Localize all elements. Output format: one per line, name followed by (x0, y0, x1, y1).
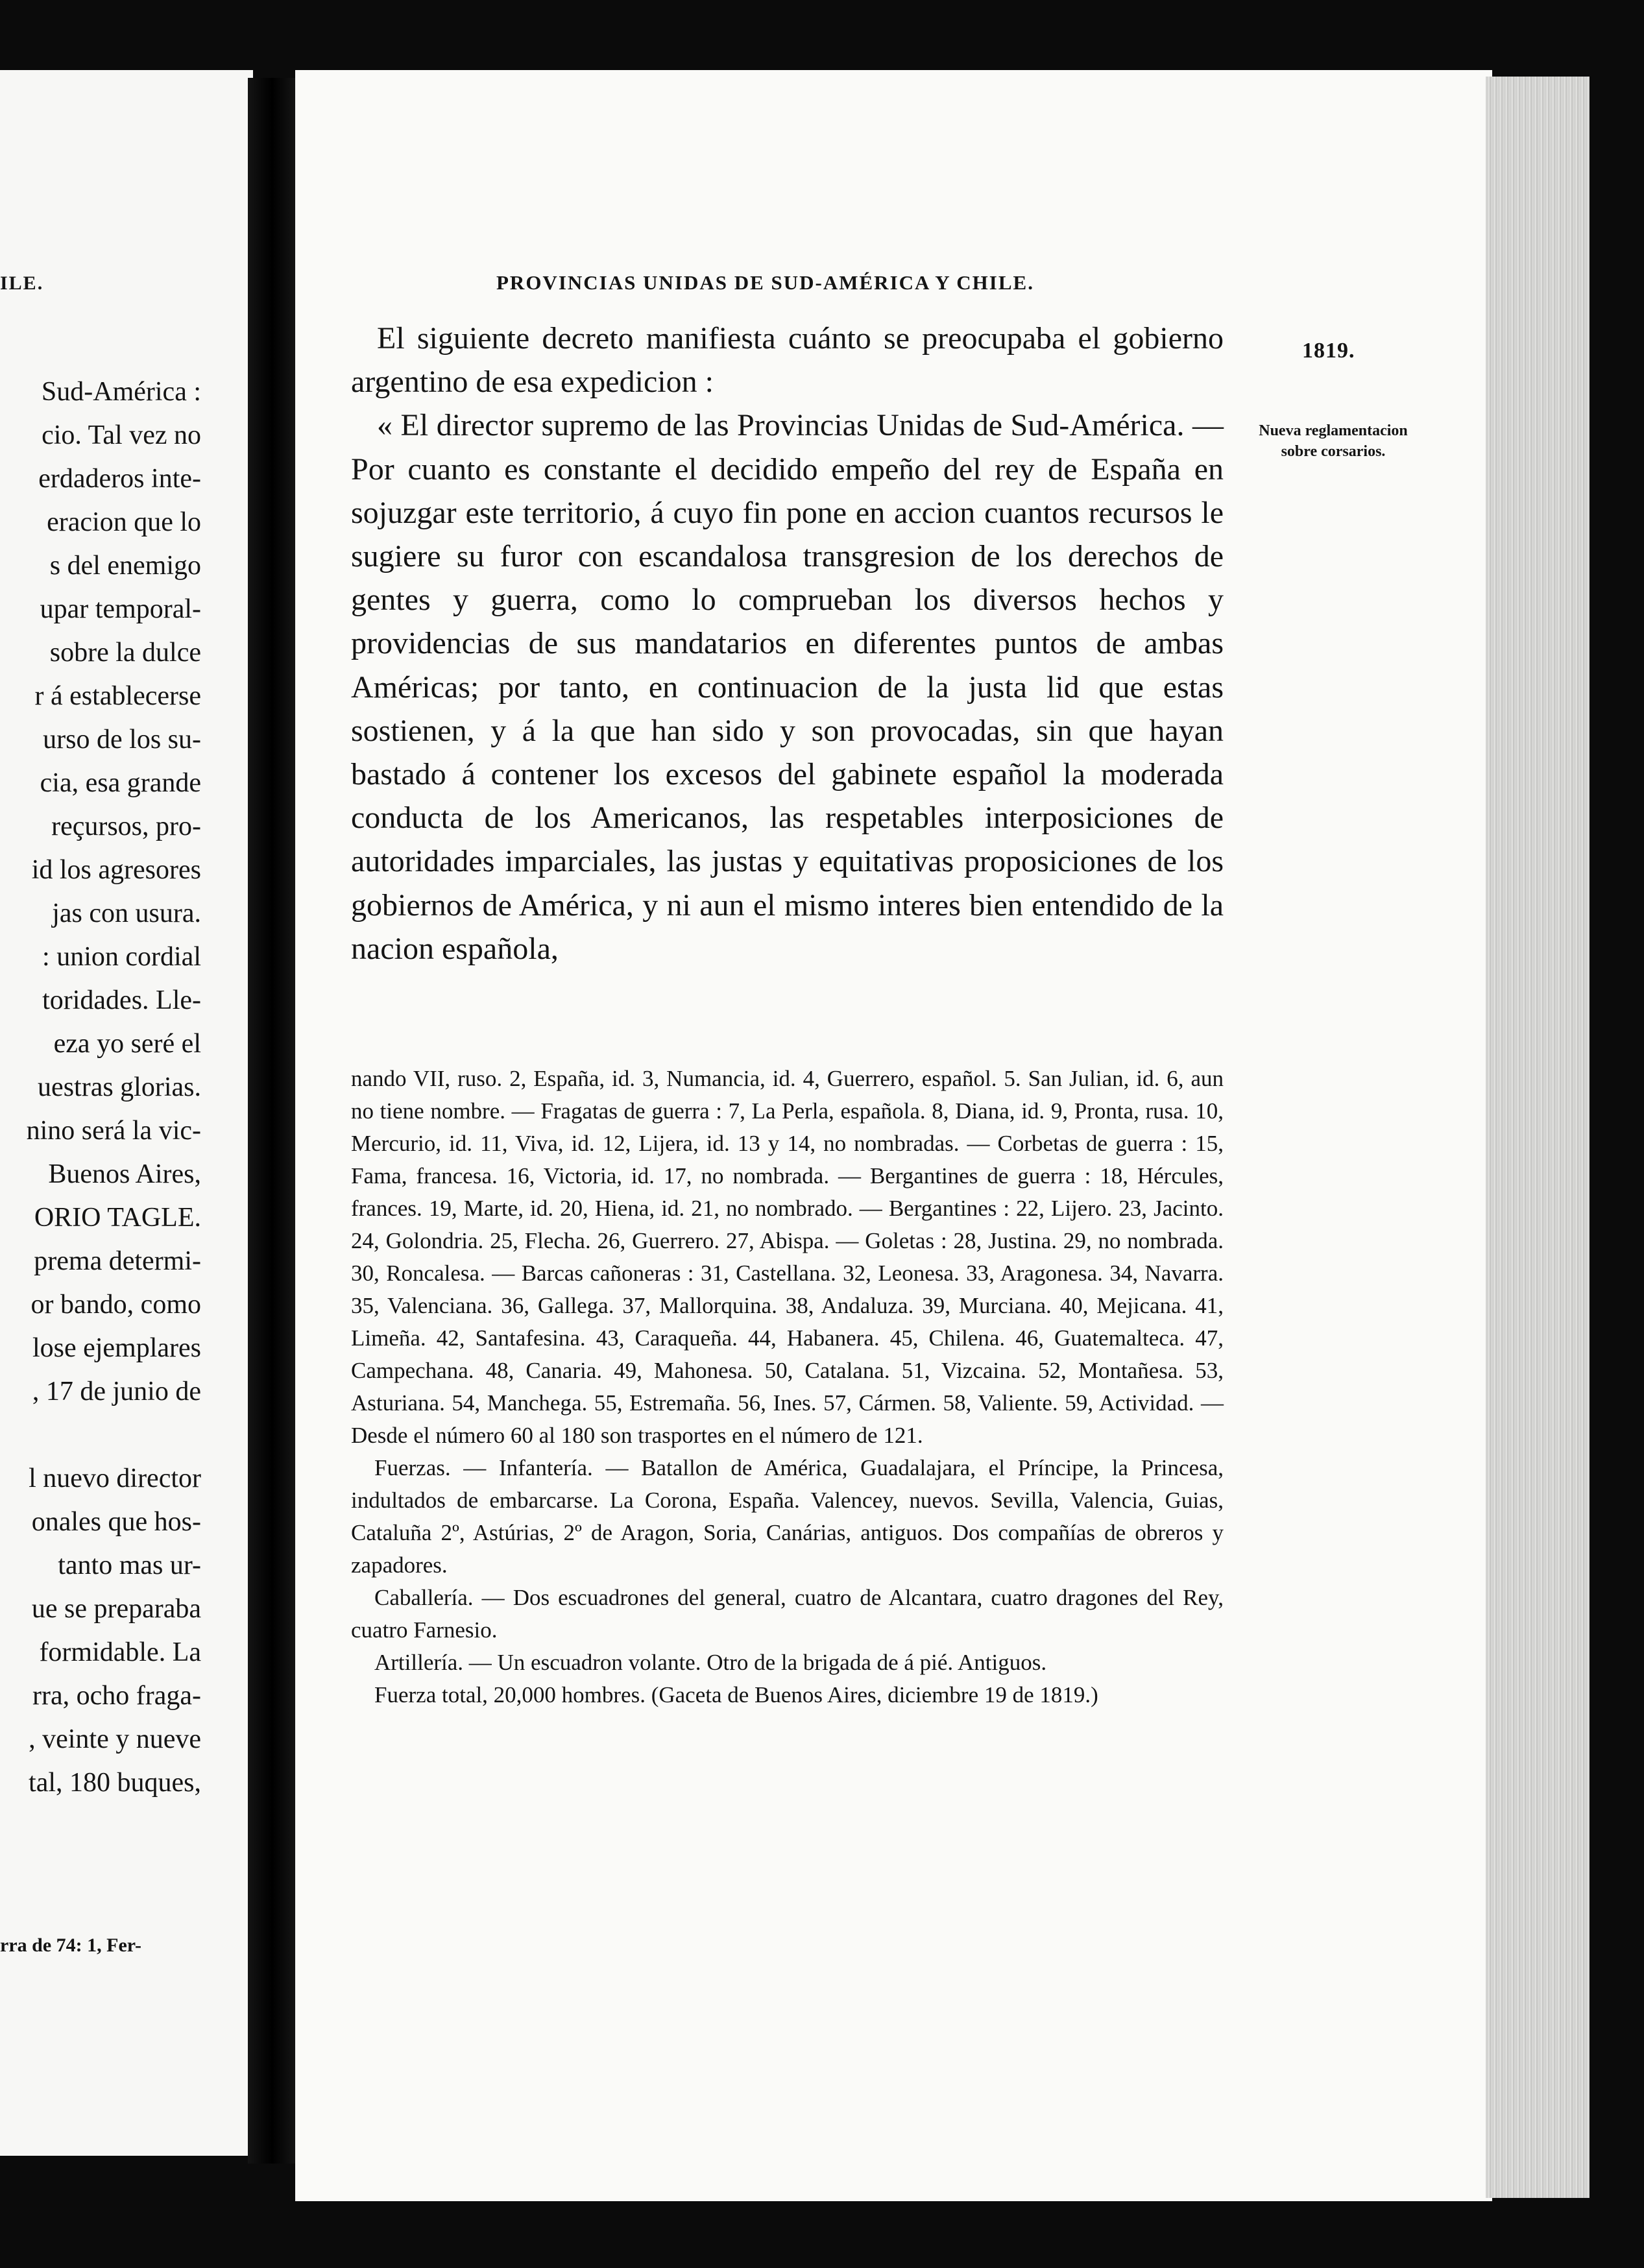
previous-page-line: lose ejemplares (32, 1333, 201, 1363)
running-head-title: PROVINCIAS UNIDAS DE SUD-AMÉRICA Y CHILE. (496, 271, 1034, 294)
previous-page-line: upar temporal- (40, 594, 201, 624)
book-gutter (248, 78, 296, 2164)
book-page (295, 70, 1492, 2201)
previous-page-line: urso de los su- (43, 725, 201, 754)
previous-page-line: id los agresores (31, 855, 201, 885)
previous-page-text (0, 370, 201, 1805)
previous-page-line: jas con usura. (52, 899, 201, 928)
running-head (496, 271, 1528, 295)
previous-page-line: ORIO TAGLE. (34, 1203, 201, 1233)
previous-page-line: prema determi- (34, 1246, 201, 1276)
margin-year: 1819. (1302, 339, 1355, 363)
previous-page-line: formidable. La (39, 1637, 201, 1667)
previous-page-line: r á establecerse (34, 681, 201, 711)
previous-page-line: ue se preparaba (31, 1594, 201, 1624)
previous-page-line: rra, ocho fraga- (32, 1681, 201, 1711)
previous-page-line: toridades. Lle- (42, 985, 201, 1015)
previous-page-line: sobre la dulce (49, 638, 201, 668)
previous-page-line: , 17 de junio de (32, 1377, 201, 1406)
previous-page-line: cia, esa grande (40, 768, 201, 798)
paragraph: « El director supremo de las Provincias Unidas de Sud-América. — Por cuanto es constante el decidido empeño del rey de España en sojuzgar este territorio, á cuyo fin pone en accion cuantos recursos le sugiere su furor con escandalosa transgresion de los derechos de gentes y guerra, como lo comprueban los diversos hechos y providencias de sus mandatarios en diferentes puntos de ambas Américas; por tanto, en continuacion de la justa lid que estas sostienen, y á la que han sido y son provocadas, sin que hayan bastado á contener los excesos del gabinete español la moderada conducta de los Americanos, las respetables interposiciones de autoridades imparciales, las justas y equitativas proposiciones de los gobiernos de América, y ni aun el mismo interes bien entendido de la nacion española, (351, 408, 1224, 966)
previous-page-line: l nuevo director (29, 1464, 201, 1493)
footnote-paragraph: nando VII, ruso. 2, España, id. 3, Numancia, id. 4, Guerrero, español. 5. San Julian, id. 6, aun no tiene nombre. — Fragatas de guerra : 7, La Perla, española. 8, Diana, id. 9, Pronta, rusa. 10, Mercurio, id. 11, Viva, id. 12, Lijera, id. 13 y 14, no nombradas. — Corbetas de guerra : 15, Fama, francesa. 16, Victoria, id. 17, no nombrada. — Bergantines de guerra : 18, Hércules, frances. 19, Marte, id. 20, Hiena, id. 21, no nombrado. — Bergantines : 22, Lijero. 23, Jacinto. 24, Golondria. 25, Flecha. 26, Guerrero. 27, Abispa. — Goletas : 28, Justina. 29, no nombrada. 30, Roncalesa. — Barcas cañoneras : 31, Castellana. 32, Leonesa. 33, Aragonesa. 34, Navarra. 35, Valenciana. 36, Gallega. 37, Mallorquina. 38, Andaluza. 39, Murciana. 40, Mejicana. 41, Limeña. 42, Santafesina. 43, Caraqueña. 44, Habanera. 45, Chilena. 46, Guatemalteca. 47, Campechana. 48, Canaria. 49, Mahonesa. 50, Catalana. 51, Vizcaina. 52, Montañesa. 53, Asturiana. 54, Manchega. 55, Estremaña. 56, Ines. 57, Cármen. 58, Valiente. 59, Actividad. — Desde el número 60 al 180 son trasportes en el número de 121. (351, 1066, 1224, 1448)
footnote-paragraph: Caballería. — Dos escuadrones del general, cuatro de Alcantara, cuatro dragones del Rey, cuatro Farnesio. (351, 1585, 1224, 1643)
page-edges (1486, 77, 1590, 2198)
margin-note: Nueva reglamentacion sobre corsarios. (1259, 422, 1408, 460)
previous-page (0, 70, 253, 2156)
previous-page-line: cio. Tal vez no (42, 420, 201, 450)
previous-page-line: , veinte y nueve (29, 1724, 201, 1754)
previous-page-line: tal, 180 buques, (29, 1768, 201, 1798)
previous-page-line: erdaderos inte- (38, 464, 201, 494)
previous-page-line: onales que hos- (31, 1507, 201, 1537)
previous-page-line: Sud-América : (41, 377, 201, 407)
previous-page-line: uestras glorias. (38, 1072, 201, 1102)
previous-page-line (0, 1414, 201, 1457)
previous-page-running-head: ILE. (0, 272, 44, 294)
footnote-paragraph: Fuerza total, 20,000 hombres. (Gaceta de Buenos Aires, diciembre 19 de 1819.) (374, 1682, 1098, 1707)
previous-page-line: eza yo seré el (53, 1029, 201, 1059)
previous-page-line: s del enemigo (49, 551, 201, 581)
footnote (351, 1063, 1224, 1711)
footnote-paragraph: Fuerzas. — Infantería. — Batallon de América, Guadalajara, el Príncipe, la Princesa, indultados de embarcarse. La Corona, España. Valencey, nuevos. Sevilla, Valencia, Guias, Cataluña 2º, Astúrias, 2º de Aragon, Soria, Canárias, antiguos. Dos compañías de obreros y zapadores. (351, 1455, 1224, 1578)
main-text (351, 317, 1224, 971)
paragraph: El siguiente decreto manifiesta cuánto se preocupaba el gobierno argentino de esa expedicion : (351, 321, 1224, 400)
previous-page-footnote: rra de 74: 1, Fer- (0, 1935, 141, 1956)
previous-page-line: Buenos Aires, (48, 1159, 201, 1189)
previous-page-line: or bando, como (30, 1290, 201, 1320)
previous-page-line: : union cordial (42, 942, 201, 972)
previous-page-line: nino será la vic- (26, 1116, 201, 1146)
footnote-paragraph: Artillería. — Un escuadron volante. Otro de la brigada de á pié. Antiguos. (374, 1650, 1047, 1675)
previous-page-line: tanto mas ur- (58, 1550, 201, 1580)
previous-page-line: reçursos, pro- (51, 812, 201, 841)
previous-page-line: eracion que lo (47, 507, 201, 537)
